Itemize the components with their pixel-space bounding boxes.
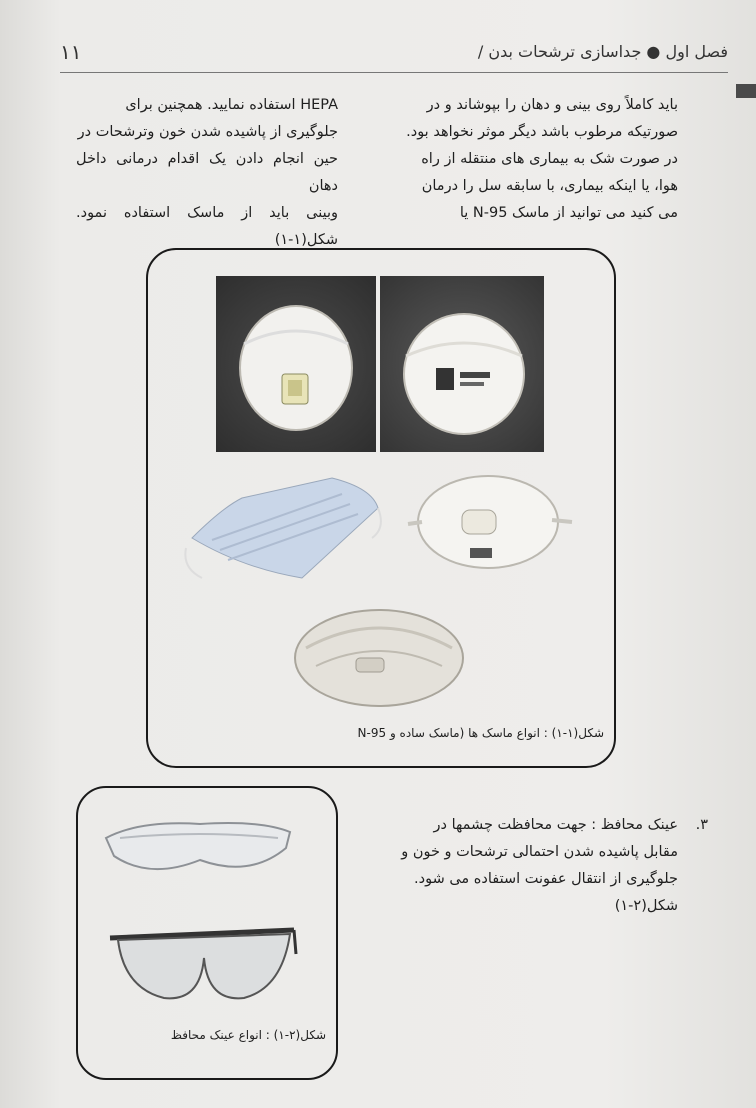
glasses-figure-caption: شکل(۲-۱) : انواع عینک محافظ xyxy=(170,1028,326,1042)
text-line: عینک محافظ : جهت محافظت چشمها در xyxy=(433,817,678,833)
text-line: شکل(۲-۱) xyxy=(614,898,678,914)
protective-glasses-item xyxy=(378,812,708,920)
text-line: جلوگیری از انتقال عفونت استفاده می شود. xyxy=(414,871,678,887)
text-line: در صورت شک به بیماری های منتقله از راه xyxy=(421,151,678,167)
text-line: حین انجام دادن یک اقدام درمانی داخل دهان xyxy=(76,151,338,194)
dome-mask-photo xyxy=(286,600,472,712)
header-rule xyxy=(60,72,728,73)
safety-goggles-photo xyxy=(100,808,296,890)
chapter-tab-marker xyxy=(736,84,756,98)
left-text-column xyxy=(76,92,338,254)
text-line: هوا، یا اینکه بیماری، با سابقه سل را درمان xyxy=(421,178,678,194)
item-number: ۳. xyxy=(695,817,708,833)
text-line: باید کاملاً روی بینی و دهان را بپوشاند و در xyxy=(426,97,678,113)
chapter-title: فصل اول ● جداسازی ترشحات بدن / xyxy=(477,42,728,61)
text-line: مقابل پاشیده شدن احتمالی ترشحات و خون و xyxy=(401,844,678,860)
page-number: ۱۱ xyxy=(60,40,82,64)
masks-figure-caption: شکل(۱-۱) : انواع ماسک ها (ماسک ساده و N-95 xyxy=(357,726,604,740)
mask-photo-n95 xyxy=(380,276,544,452)
text-line: HEPA استفاده نمایید. همچنین برای xyxy=(125,97,338,113)
text-line: صورتیکه مرطوب باشد دیگر موثر نخواهد بود. xyxy=(406,124,678,140)
page-header xyxy=(60,40,728,72)
safety-glasses-photo xyxy=(104,918,300,1006)
right-text-column xyxy=(378,92,678,227)
mask-photo-valved xyxy=(216,276,376,452)
text-line: وبینی باید از ماسک استفاده نمود. شکل(۱-۱) xyxy=(76,205,338,248)
text-line: می کنید می توانید از ماسک N-95 یا xyxy=(459,205,678,221)
surgical-mask-photo xyxy=(182,468,386,586)
cone-mask-photo xyxy=(400,464,578,582)
text-line: جلوگیری از پاشیده شدن خون وترشحات در xyxy=(77,124,338,140)
